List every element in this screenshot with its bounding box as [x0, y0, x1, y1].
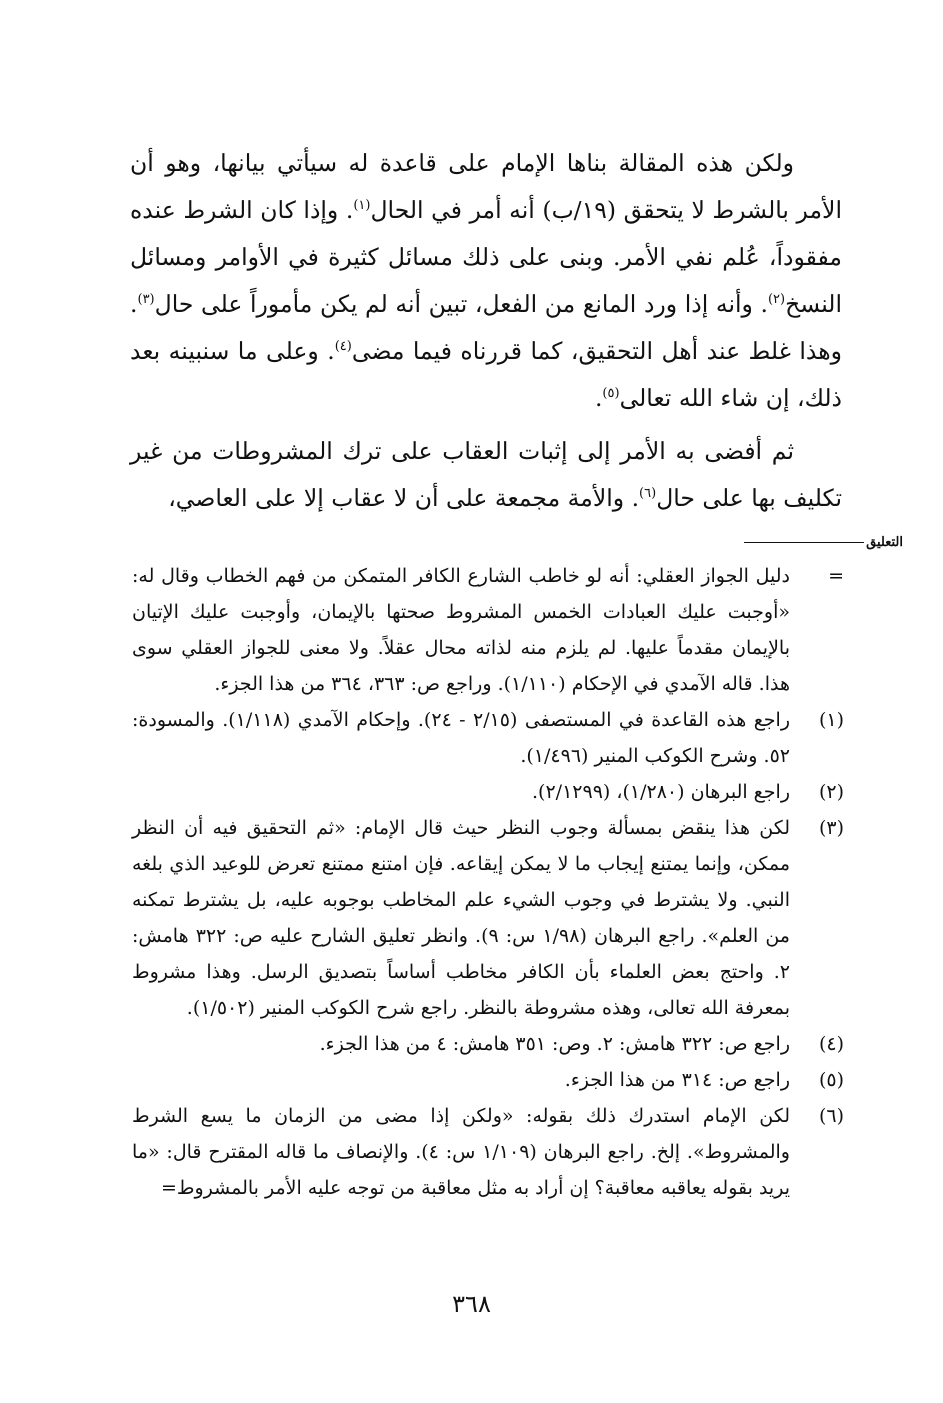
footnote-4 — [132, 1026, 844, 1062]
main-paragraph-2-text-2: . والأمة مجمعة على أن لا عقاب إلا على العاصي، — [168, 484, 640, 512]
main-paragraph-1-text-1: ولكن هذه المقالة بناها الإمام على قاعدة له سيأتي بيانها، وهو أن الأمر بالشرط لا يتحقق (١٩/ب) أنه أمر في الحال — [130, 149, 842, 224]
footnote-text: راجع البرهان (١/٢٨٠)، (٢/١٢٩٩). — [532, 781, 790, 803]
main-paragraph-1 — [130, 140, 842, 422]
footnotes-label: التعليق — [866, 534, 903, 550]
main-paragraph-1-text-2: . وإذا كان الشرط عنده مفقوداً، عُلم نفي الأمر. وبنى على ذلك مسائل كثيرة في الأوامر ومسائل النسخ — [130, 196, 842, 318]
footnote-number: = — [828, 565, 844, 587]
footnote-3 — [132, 810, 844, 1026]
separator-line — [744, 542, 864, 543]
page-number: ٣٦٨ — [452, 1290, 491, 1318]
main-paragraph-1-text-4: . وهذا غلط عند أهل التحقيق، كما قررناه فيما مضى — [130, 290, 843, 365]
footnote-ref-4: (٤) — [334, 339, 352, 355]
footnote-number: (٣) — [818, 817, 844, 839]
footnote-number: (٢) — [818, 781, 844, 803]
footnote-6 — [132, 1098, 844, 1206]
footnote-5 — [132, 1062, 844, 1098]
footnote-number: (١) — [818, 709, 844, 731]
footnote-continuation — [132, 558, 844, 702]
main-paragraph-1-text-3: . وأنه إذا ورد المانع من الفعل، تبين أنه لم يكن مأموراً على حال — [154, 290, 768, 318]
footnote-ref-1: (١) — [353, 198, 371, 214]
footnote-text: لكن هذا ينقض بمسألة وجوب النظر حيث قال الإمام: «ثم التحقيق فيه أن النظر ممكن، وإنما يمتنع إيجاب ما لا يمكن إيقاعه. فإن امتنع ممتنع تعرض للوعيد الذي بلغه النبي. ولا يشترط في وجوب الشيء علم المخاطب بوجوبه عليه، بل يشترط تمكنه من العلم». راجع البرهان (١/٩٨ س: ٩). وانظر تعليق الشارح عليه ص: ٣٢٢ هامش: ٢. واحتج بعض العلماء بأن الكافر مخاطب أساساً بتصديق الرسل. وهذا مشروط بمعرفة الله تعالى، وهذه مشروطة بالنظر. راجع شرح الكوكب المنير (١/٥٠٢). — [132, 817, 790, 1019]
footnote-number: (٤) — [818, 1033, 844, 1055]
main-paragraph-2 — [130, 428, 842, 522]
footnote-text: راجع ص: ٣١٤ من هذا الجزء. — [564, 1069, 790, 1091]
main-paragraph-1-text-6: . — [594, 384, 603, 412]
footnotes — [132, 558, 844, 1206]
footnote-text: دليل الجواز العقلي: أنه لو خاطب الشارع الكافر المتمكن من فهم الخطاب وقال له: «أوجبت عليك العبادات الخمس المشروط صحتها بالإيمان، وأوجبت عليك الإتيان بالإيمان مقدماً عليها. لم يلزم منه لذاته محال عقلاً. ولا معنى للجواز العقلي سوى هذا. قاله الآمدي في الإحكام (١/١١٠). وراجع ص: ٣٦٣، ٣٦٤ من هذا الجزء. — [132, 565, 790, 695]
footnote-2 — [132, 774, 844, 810]
main-text — [130, 140, 842, 522]
footnote-separator — [503, 530, 903, 554]
main-paragraph-2-text-1: ثم أفضى به الأمر إلى إثبات العقاب على ترك المشروطات من غير تكليف بها على حال — [130, 437, 842, 512]
footnote-ref-3: (٣) — [137, 292, 155, 308]
footnote-ref-5: (٥) — [602, 386, 620, 402]
footnote-text: راجع ص: ٣٢٢ هامش: ٢. وص: ٣٥١ هامش: ٤ من هذا الجزء. — [319, 1033, 790, 1055]
footnote-1 — [132, 702, 844, 774]
footnote-text: لكن الإمام استدرك ذلك بقوله: «ولكن إذا مضى من الزمان ما يسع الشرط والمشروط». إلخ. راجع البرهان (١/١٠٩ س: ٤). والإنصاف ما قاله المقترح قال: «ما يريد بقوله يعاقبه معاقبة؟ إن أراد به مثل معاقبة من توجه عليه الأمر بالمشروط= — [132, 1105, 790, 1199]
footnote-text: راجع هذه القاعدة في المستصفى (٢/١٥ - ٢٤). وإحكام الآمدي (١/١١٨). والمسودة: ٥٢. وشرح الكوكب المنير (١/٤٩٦). — [132, 709, 791, 767]
main-paragraph-1-text-5: . وعلى ما سنبينه بعد ذلك، إن شاء الله تعالى — [130, 337, 842, 412]
footnote-number: (٥) — [818, 1069, 844, 1091]
footnote-ref-2: (٢) — [767, 292, 786, 308]
footnote-ref-6: (٦) — [639, 486, 657, 502]
footnote-number: (٦) — [818, 1105, 844, 1127]
